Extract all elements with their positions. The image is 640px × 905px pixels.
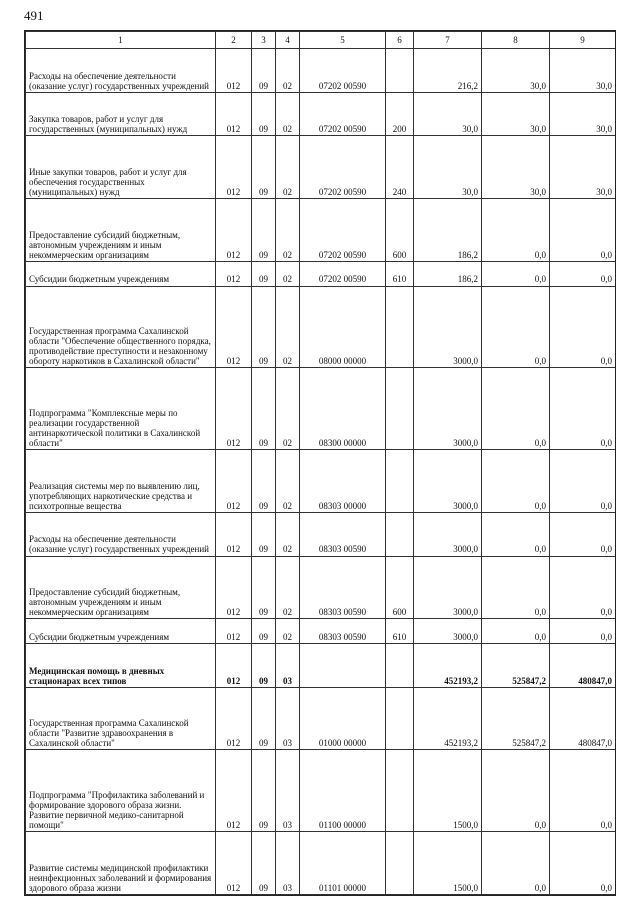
header-cell: 2 bbox=[216, 32, 252, 49]
table-row bbox=[26, 261, 616, 286]
amount-col9-cell: 0,0 bbox=[550, 556, 616, 619]
table-row bbox=[26, 92, 616, 136]
target-article-cell: 07202 00590 bbox=[300, 92, 386, 136]
amount-col7-cell: 1500,0 bbox=[414, 750, 482, 832]
admin-code-cell: 012 bbox=[216, 49, 252, 93]
row-name-cell: Реализация системы мер по выявлению лиц, употребляющих наркотические средства и психотропные вещества bbox=[26, 450, 216, 513]
subsection-cell: 03 bbox=[276, 687, 300, 750]
table-row bbox=[26, 687, 616, 750]
amount-col7-cell: 452193,2 bbox=[414, 643, 482, 687]
amount-col7-cell: 3000,0 bbox=[414, 512, 482, 556]
amount-col7-cell: 3000,0 bbox=[414, 619, 482, 644]
amount-col8-cell: 0,0 bbox=[482, 199, 550, 262]
row-name-cell: Медицинская помощь в дневных стационарах всех типов bbox=[26, 643, 216, 687]
section-cell: 09 bbox=[252, 92, 276, 136]
table-row bbox=[26, 286, 616, 368]
section-cell: 09 bbox=[252, 450, 276, 513]
target-article-cell: 08303 00590 bbox=[300, 556, 386, 619]
admin-code-cell: 012 bbox=[216, 832, 252, 895]
admin-code-cell: 012 bbox=[216, 92, 252, 136]
table-row bbox=[26, 556, 616, 619]
amount-col7-cell: 30,0 bbox=[414, 92, 482, 136]
amount-col8-cell: 30,0 bbox=[482, 92, 550, 136]
amount-col9-cell: 480847,0 bbox=[550, 687, 616, 750]
amount-col8-cell: 0,0 bbox=[482, 450, 550, 513]
target-article-cell: 07202 00590 bbox=[300, 49, 386, 93]
admin-code-cell: 012 bbox=[216, 450, 252, 513]
row-name-cell: Субсидии бюджетным учреждениям bbox=[26, 261, 216, 286]
amount-col9-cell: 0,0 bbox=[550, 286, 616, 368]
budget-table bbox=[25, 31, 616, 895]
section-cell: 09 bbox=[252, 832, 276, 895]
admin-code-cell: 012 bbox=[216, 286, 252, 368]
expense-type-cell bbox=[386, 512, 414, 556]
subsection-cell: 02 bbox=[276, 92, 300, 136]
expense-type-cell bbox=[386, 49, 414, 93]
section-cell: 09 bbox=[252, 136, 276, 199]
row-name-cell: Иные закупки товаров, работ и услуг для обеспечения государственных (муниципальных) нужд bbox=[26, 136, 216, 199]
subsection-cell: 02 bbox=[276, 556, 300, 619]
row-name-cell: Развитие системы медицинской профилактики неинфекционных заболеваний и формирования здорового образа жизни bbox=[26, 832, 216, 895]
amount-col7-cell: 30,0 bbox=[414, 136, 482, 199]
expense-type-cell: 610 bbox=[386, 261, 414, 286]
target-article-cell: 01101 00000 bbox=[300, 832, 386, 895]
target-article-cell: 08303 00000 bbox=[300, 450, 386, 513]
amount-col8-cell: 525847,2 bbox=[482, 643, 550, 687]
subsection-cell: 02 bbox=[276, 286, 300, 368]
admin-code-cell: 012 bbox=[216, 368, 252, 450]
amount-col9-cell: 0,0 bbox=[550, 199, 616, 262]
amount-col8-cell: 30,0 bbox=[482, 136, 550, 199]
amount-col8-cell: 0,0 bbox=[482, 832, 550, 895]
amount-col9-cell: 0,0 bbox=[550, 450, 616, 513]
table-row bbox=[26, 619, 616, 644]
amount-col8-cell: 0,0 bbox=[482, 556, 550, 619]
subsection-cell: 02 bbox=[276, 49, 300, 93]
header-cell: 8 bbox=[482, 32, 550, 49]
expense-type-cell bbox=[386, 832, 414, 895]
row-name-cell: Подпрограмма "Профилактика заболеваний и формирование здорового образа жизни. Развитие первичной медико-санитарной помощи" bbox=[26, 750, 216, 832]
amount-col7-cell: 216,2 bbox=[414, 49, 482, 93]
section-cell: 09 bbox=[252, 49, 276, 93]
section-cell: 09 bbox=[252, 687, 276, 750]
row-name-cell: Расходы на обеспечение деятельности (оказание услуг) государственных учреждений bbox=[26, 49, 216, 93]
header-cell: 7 bbox=[414, 32, 482, 49]
amount-col8-cell: 30,0 bbox=[482, 49, 550, 93]
amount-col9-cell: 0,0 bbox=[550, 261, 616, 286]
admin-code-cell: 012 bbox=[216, 687, 252, 750]
table-row bbox=[26, 512, 616, 556]
row-name-cell: Субсидии бюджетным учреждениям bbox=[26, 619, 216, 644]
section-cell: 09 bbox=[252, 750, 276, 832]
table-row bbox=[26, 643, 616, 687]
subsection-cell: 02 bbox=[276, 368, 300, 450]
row-name-cell: Предоставление субсидий бюджетным, автономным учреждениям и иным некоммерческим организациям bbox=[26, 199, 216, 262]
table-row bbox=[26, 368, 616, 450]
amount-col9-cell: 0,0 bbox=[550, 832, 616, 895]
header-cell: 3 bbox=[252, 32, 276, 49]
header-cell: 5 bbox=[300, 32, 386, 49]
target-article-cell: 08300 00000 bbox=[300, 368, 386, 450]
subsection-cell: 02 bbox=[276, 450, 300, 513]
amount-col8-cell: 0,0 bbox=[482, 619, 550, 644]
amount-col9-cell: 0,0 bbox=[550, 619, 616, 644]
table-row bbox=[26, 832, 616, 895]
table-row bbox=[26, 49, 616, 93]
admin-code-cell: 012 bbox=[216, 136, 252, 199]
target-article-cell: 07202 00590 bbox=[300, 136, 386, 199]
target-article-cell: 08303 00590 bbox=[300, 512, 386, 556]
header-row bbox=[26, 32, 616, 49]
admin-code-cell: 012 bbox=[216, 261, 252, 286]
subsection-cell: 02 bbox=[276, 261, 300, 286]
subsection-cell: 03 bbox=[276, 750, 300, 832]
table-row bbox=[26, 750, 616, 832]
amount-col7-cell: 452193,2 bbox=[414, 687, 482, 750]
section-cell: 09 bbox=[252, 368, 276, 450]
header-cell: 1 bbox=[26, 32, 216, 49]
section-cell: 09 bbox=[252, 199, 276, 262]
target-article-cell: 08303 00590 bbox=[300, 619, 386, 644]
subsection-cell: 02 bbox=[276, 199, 300, 262]
expense-type-cell bbox=[386, 286, 414, 368]
admin-code-cell: 012 bbox=[216, 619, 252, 644]
target-article-cell: 07202 00590 bbox=[300, 199, 386, 262]
row-name-cell: Предоставление субсидий бюджетным, автономным учреждениям и иным некоммерческим организациям bbox=[26, 556, 216, 619]
subsection-cell: 02 bbox=[276, 619, 300, 644]
target-article-cell bbox=[300, 643, 386, 687]
subsection-cell: 02 bbox=[276, 512, 300, 556]
expense-type-cell bbox=[386, 687, 414, 750]
target-article-cell: 01100 00000 bbox=[300, 750, 386, 832]
amount-col7-cell: 3000,0 bbox=[414, 286, 482, 368]
header-cell: 6 bbox=[386, 32, 414, 49]
expense-type-cell bbox=[386, 450, 414, 513]
subsection-cell: 03 bbox=[276, 643, 300, 687]
page-number: 491 bbox=[24, 8, 44, 23]
row-name-cell: Государственная программа Сахалинской области "Развитие здравоохранения в Сахалинской области" bbox=[26, 687, 216, 750]
section-cell: 09 bbox=[252, 512, 276, 556]
amount-col7-cell: 3000,0 bbox=[414, 368, 482, 450]
header-cell: 4 bbox=[276, 32, 300, 49]
amount-col8-cell: 0,0 bbox=[482, 286, 550, 368]
budget-table-container bbox=[24, 30, 616, 896]
expense-type-cell bbox=[386, 368, 414, 450]
amount-col7-cell: 186,2 bbox=[414, 199, 482, 262]
amount-col9-cell: 0,0 bbox=[550, 750, 616, 832]
amount-col7-cell: 186,2 bbox=[414, 261, 482, 286]
amount-col7-cell: 1500,0 bbox=[414, 832, 482, 895]
amount-col9-cell: 0,0 bbox=[550, 368, 616, 450]
amount-col8-cell: 525847,2 bbox=[482, 687, 550, 750]
row-name-cell: Государственная программа Сахалинской области "Обеспечение общественного порядка, противодействие преступности и незаконному обороту наркотиков в Сахалинской области" bbox=[26, 286, 216, 368]
amount-col8-cell: 0,0 bbox=[482, 261, 550, 286]
admin-code-cell: 012 bbox=[216, 643, 252, 687]
admin-code-cell: 012 bbox=[216, 750, 252, 832]
header-cell: 9 bbox=[550, 32, 616, 49]
expense-type-cell bbox=[386, 643, 414, 687]
admin-code-cell: 012 bbox=[216, 556, 252, 619]
amount-col9-cell: 30,0 bbox=[550, 92, 616, 136]
row-name-cell: Расходы на обеспечение деятельности (оказание услуг) государственных учреждений bbox=[26, 512, 216, 556]
admin-code-cell: 012 bbox=[216, 512, 252, 556]
subsection-cell: 02 bbox=[276, 136, 300, 199]
section-cell: 09 bbox=[252, 286, 276, 368]
section-cell: 09 bbox=[252, 619, 276, 644]
section-cell: 09 bbox=[252, 556, 276, 619]
admin-code-cell: 012 bbox=[216, 199, 252, 262]
section-cell: 09 bbox=[252, 643, 276, 687]
expense-type-cell: 200 bbox=[386, 92, 414, 136]
target-article-cell: 01000 00000 bbox=[300, 687, 386, 750]
section-cell: 09 bbox=[252, 261, 276, 286]
expense-type-cell: 240 bbox=[386, 136, 414, 199]
row-name-cell: Подпрограмма "Комплексные меры по реализации государственной антинаркотической политики в Сахалинской области" bbox=[26, 368, 216, 450]
expense-type-cell: 600 bbox=[386, 556, 414, 619]
row-name-cell: Закупка товаров, работ и услуг для государственных (муниципальных) нужд bbox=[26, 92, 216, 136]
target-article-cell: 07202 00590 bbox=[300, 261, 386, 286]
expense-type-cell bbox=[386, 750, 414, 832]
amount-col9-cell: 0,0 bbox=[550, 512, 616, 556]
amount-col8-cell: 0,0 bbox=[482, 368, 550, 450]
table-row bbox=[26, 450, 616, 513]
amount-col9-cell: 30,0 bbox=[550, 49, 616, 93]
expense-type-cell: 610 bbox=[386, 619, 414, 644]
amount-col7-cell: 3000,0 bbox=[414, 450, 482, 513]
amount-col9-cell: 480847,0 bbox=[550, 643, 616, 687]
subsection-cell: 03 bbox=[276, 832, 300, 895]
table-row bbox=[26, 199, 616, 262]
target-article-cell: 08000 00000 bbox=[300, 286, 386, 368]
table-row bbox=[26, 136, 616, 199]
amount-col8-cell: 0,0 bbox=[482, 512, 550, 556]
amount-col9-cell: 30,0 bbox=[550, 136, 616, 199]
amount-col8-cell: 0,0 bbox=[482, 750, 550, 832]
amount-col7-cell: 3000,0 bbox=[414, 556, 482, 619]
expense-type-cell: 600 bbox=[386, 199, 414, 262]
